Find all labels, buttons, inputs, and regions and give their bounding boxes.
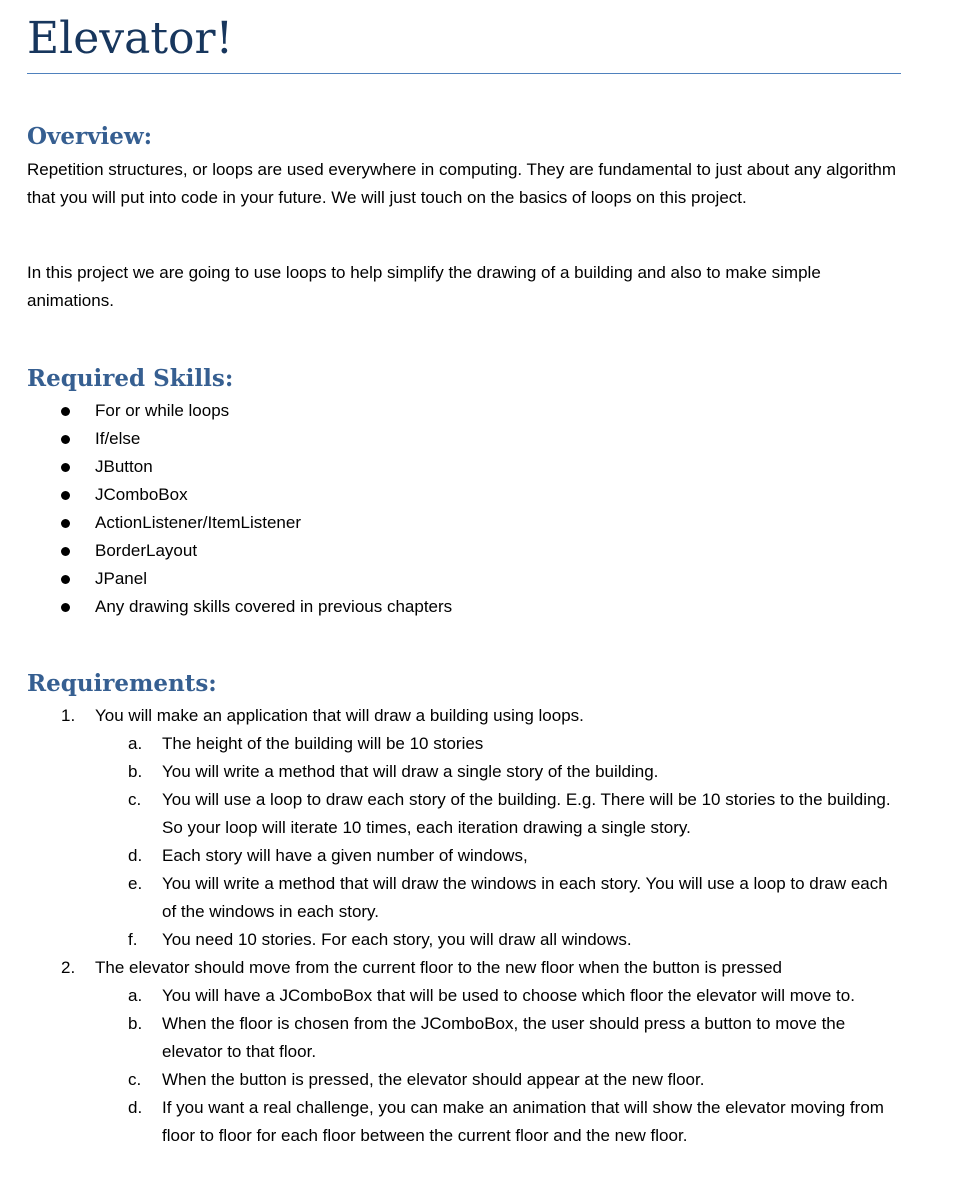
subitem-letter: a. bbox=[128, 734, 143, 753]
required-skills-heading: Required Skills: bbox=[27, 365, 234, 392]
bullet-icon bbox=[61, 407, 70, 416]
skill-item: For or while loops bbox=[27, 397, 452, 425]
overview-paragraph-1: Repetition structures, or loops are used everywhere in computing. They are fundamental to just about any algorithm that you will put into code in your future. We will just touch on the basics of loops on this project. bbox=[27, 160, 897, 207]
subitem bbox=[95, 730, 902, 758]
bullet-icon bbox=[61, 519, 70, 528]
skill-item: JComboBox bbox=[27, 481, 452, 509]
subitem bbox=[95, 926, 902, 954]
overview-paragraph-2: In this project we are going to use loops to help simplify the drawing of a building and also to make simple animations. bbox=[27, 263, 821, 310]
requirements-list bbox=[27, 702, 927, 1150]
bullet-icon bbox=[61, 575, 70, 584]
subitem-text: Each story will have a given number of windows, bbox=[162, 846, 528, 865]
requirement-number: 1. bbox=[61, 706, 76, 725]
document-title: Elevator! bbox=[27, 13, 234, 64]
subitem-letter: a. bbox=[128, 986, 143, 1005]
required-skills-list bbox=[27, 397, 452, 621]
skill-item: ActionListener/ItemListener bbox=[27, 509, 452, 537]
subitem-letter: b. bbox=[128, 762, 143, 781]
requirement-item bbox=[27, 954, 927, 1150]
subitem-text: You will write a method that will draw a single story of the building. bbox=[162, 762, 659, 781]
subitem bbox=[95, 982, 902, 1010]
bullet-icon bbox=[61, 603, 70, 612]
subitem-letter: f. bbox=[128, 930, 138, 949]
subitem-text: The height of the building will be 10 stories bbox=[162, 734, 484, 753]
subitem-text: You will write a method that will draw the windows in each story. You will use a loop to draw each of the windows in each story. bbox=[162, 874, 888, 921]
subitem-text: When the button is pressed, the elevator should appear at the new floor. bbox=[162, 1070, 705, 1089]
requirement-text: The elevator should move from the current floor to the new floor when the button is pressed bbox=[95, 958, 782, 977]
subitem-letter: b. bbox=[128, 1014, 143, 1033]
subitem-letter: c. bbox=[128, 1070, 142, 1089]
bullet-icon bbox=[61, 491, 70, 500]
skill-item: BorderLayout bbox=[27, 537, 452, 565]
skill-item: JPanel bbox=[27, 565, 452, 593]
requirement-subitems bbox=[95, 730, 927, 954]
skill-item: Any drawing skills covered in previous chapters bbox=[27, 593, 452, 621]
subitem bbox=[95, 1010, 902, 1066]
subitem-text: If you want a real challenge, you can make an animation that will show the elevator moving from floor to floor for each floor between the current floor and the new floor. bbox=[162, 1098, 884, 1145]
subitem-text: You need 10 stories. For each story, you will draw all windows. bbox=[162, 930, 632, 949]
subitem-letter: e. bbox=[128, 874, 143, 893]
subitem-text: You will use a loop to draw each story of the building. E.g. There will be 10 stories to the building. So your loop will iterate 10 times, each iteration drawing a single story. bbox=[162, 790, 891, 837]
subitem bbox=[95, 1066, 902, 1094]
subitem bbox=[95, 842, 902, 870]
subitem bbox=[95, 1094, 902, 1150]
subitem-letter: d. bbox=[128, 1098, 143, 1117]
bullet-icon bbox=[61, 463, 70, 472]
subitem-text: You will have a JComboBox that will be used to choose which floor the elevator will move to. bbox=[162, 986, 855, 1005]
requirement-text: You will make an application that will draw a building using loops. bbox=[95, 706, 584, 725]
overview-heading: Overview: bbox=[27, 123, 153, 150]
subitem bbox=[95, 786, 902, 842]
requirements-heading: Requirements: bbox=[27, 670, 217, 697]
title-divider bbox=[27, 73, 901, 74]
requirement-number: 2. bbox=[61, 958, 76, 977]
requirement-subitems bbox=[95, 982, 927, 1150]
requirement-item bbox=[27, 702, 927, 954]
bullet-icon bbox=[61, 547, 70, 556]
skill-item: If/else bbox=[27, 425, 452, 453]
subitem bbox=[95, 870, 902, 926]
subitem-text: When the floor is chosen from the JComboBox, the user should press a button to move the elevator to that floor. bbox=[162, 1014, 846, 1061]
bullet-icon bbox=[61, 435, 70, 444]
skill-item: JButton bbox=[27, 453, 452, 481]
subitem bbox=[95, 758, 902, 786]
subitem-letter: d. bbox=[128, 846, 143, 865]
subitem-letter: c. bbox=[128, 790, 142, 809]
